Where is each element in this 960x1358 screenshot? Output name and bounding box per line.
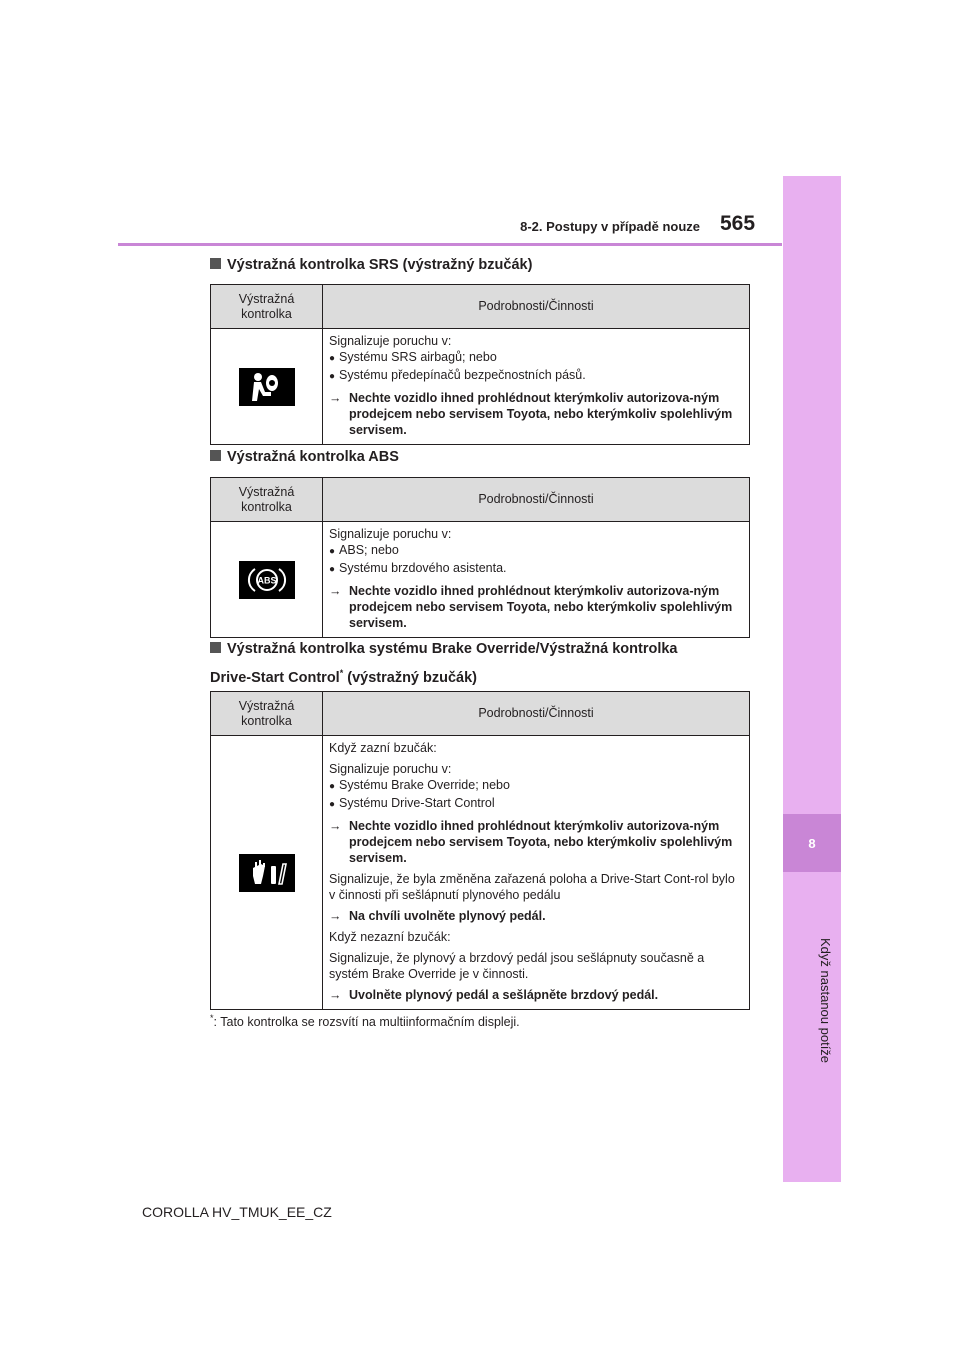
square-bullet-icon — [210, 642, 221, 653]
brake-override-icon — [239, 854, 295, 892]
col-header-details: Podrobnosti/Činnosti — [323, 692, 750, 736]
svg-text:ABS: ABS — [256, 575, 277, 585]
srs-airbag-icon — [239, 368, 295, 406]
col-header-details: Podrobnosti/Činnosti — [323, 478, 750, 522]
section-heading-abs: Výstražná kontrolka ABS — [210, 445, 399, 469]
arrow-right-icon: → — [329, 909, 342, 923]
col-header-indicator: Výstražná kontrolka — [211, 478, 323, 522]
square-bullet-icon — [210, 450, 221, 461]
brake-override-warning-table — [210, 691, 750, 1010]
abs-details: Signalizuje poruchu v: ● ABS; nebo ● Systému brzdového asistenta. → Nechte vozidlo ihned prohlédnout kterýmkoliv autorizova-ným prodejcem nebo servisem Toyota, nebo kterýmkoliv spolehlivým servisem. — [323, 522, 750, 638]
section-heading-brake-override: Výstražná kontrolka systému Brake Override/Výstražná kontrolka Drive-Start Control* (výstražný bzučák) — [210, 641, 678, 686]
arrow-right-icon: → — [329, 988, 342, 1002]
col-header-indicator: Výstražná kontrolka — [211, 285, 323, 329]
brake-override-details: Když zazní bzučák: Signalizuje poruchu v: ● Systému Brake Override; nebo ● Systému Drive-Start Control → Nechte vozidlo ihned prohlédnout kterýmkoliv autorizova-ným prodejcem nebo servisem Toyota, nebo kterýmkoliv spolehlivým servisem. Signalizuje, že byla změněna zařazená poloha a Drive-Start Cont-rol bylo v činnosti při sešlápnutí plynového pedálu → Na chvíli uvolněte plynový pedál. Když nezazní bzučák: Signalizuje, že plynový a brzdový pedál jsou sešlápnuty současně a systém Brake Override je v činnosti. → Uvolněte plynový pedál a sešlápněte brzdový pedál. — [323, 736, 750, 1010]
abs-icon — [239, 561, 295, 599]
arrow-right-icon: → — [329, 584, 342, 598]
srs-warning-table — [210, 284, 750, 445]
section-title: 8-2. Postupy v případě nouze — [520, 219, 700, 234]
square-bullet-icon — [210, 258, 221, 269]
arrow-right-icon: → — [329, 391, 342, 405]
col-header-details: Podrobnosti/Činnosti — [323, 285, 750, 329]
section-heading-srs: Výstražná kontrolka SRS (výstražný bzučák) — [210, 253, 532, 277]
abs-warning-table — [210, 477, 750, 638]
chapter-title: Když nastanou potíže — [818, 938, 833, 1064]
footnote: *: Tato kontrolka se rozsvítí na multiinformačním displeji. — [210, 1013, 520, 1030]
srs-details: Signalizuje poruchu v: ● Systému SRS airbagů; nebo ● Systému předepínačů bezpečnostních pásů. → Nechte vozidlo ihned prohlédnout kterýmkoliv autorizova-ným prodejcem nebo servisem Toyota, nebo kterýmkoliv spolehlivým servisem. — [323, 329, 750, 445]
chapter-side-tab — [783, 176, 841, 1182]
header-divider — [118, 243, 782, 246]
page-number: 565 — [720, 212, 756, 235]
document-code: COROLLA HV_TMUK_EE_CZ — [142, 1204, 332, 1220]
col-header-indicator: Výstražná kontrolka — [211, 692, 323, 736]
chapter-number: 8 — [783, 814, 841, 872]
arrow-right-icon: → — [329, 819, 342, 833]
